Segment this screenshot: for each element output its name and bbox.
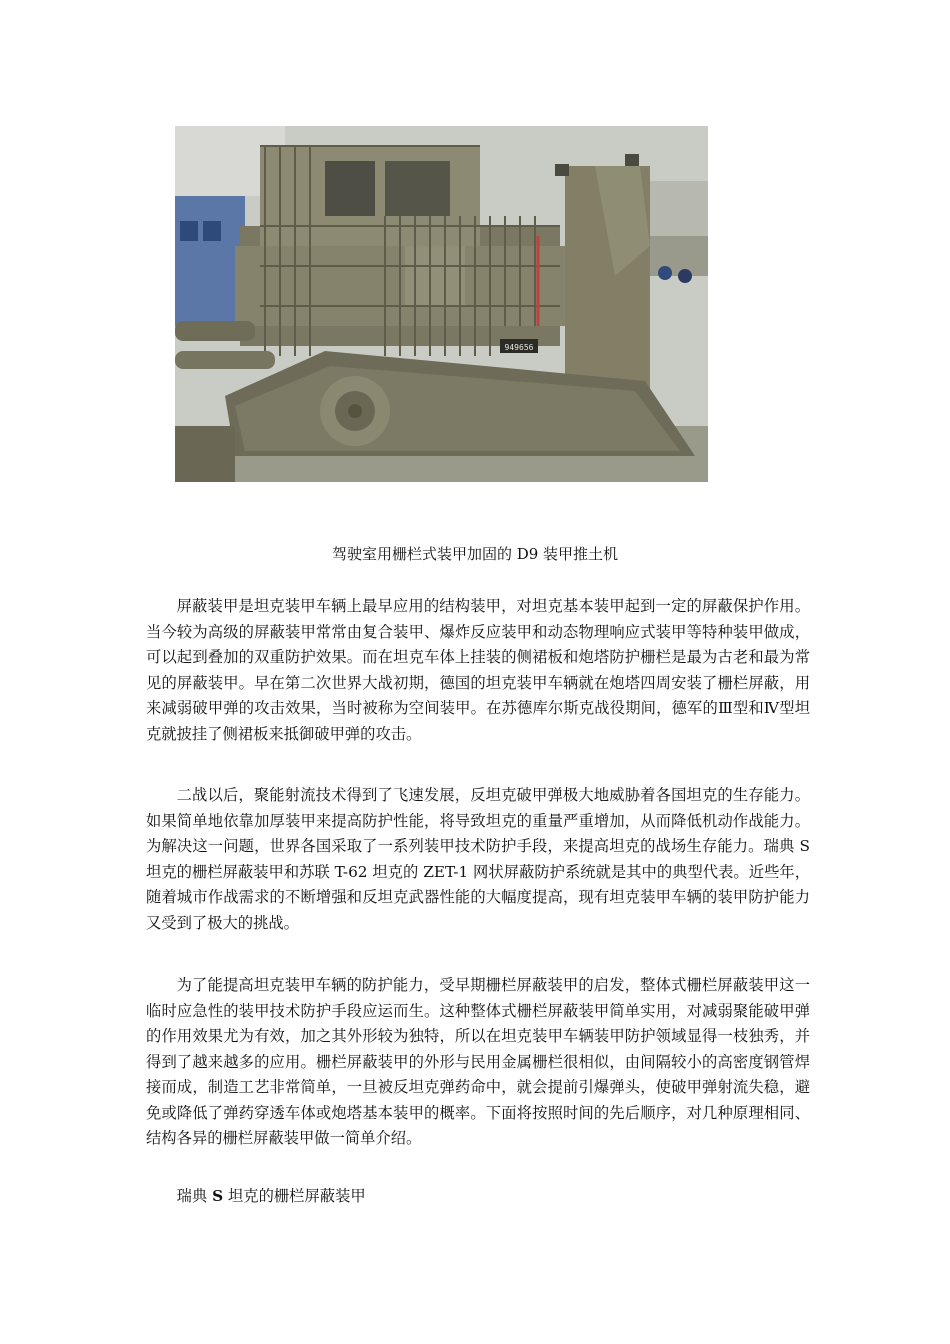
subheading-suffix: 坦克的栅栏屏蔽装甲 [223, 1187, 366, 1205]
paragraph-1: 屏蔽装甲是坦克装甲车辆上最早应用的结构装甲，对坦克基本装甲起到一定的屏蔽保护作用。当今较为高级的屏蔽装甲常常由复合装甲、爆炸反应装甲和动态物理响应式装甲等特种装甲做成，可以起到叠加的双重防护效果。而在坦克车体上挂装的侧裙板和炮塔防护栅栏是最为古老和最为常见的屏蔽装甲。早在第二次世界大战初期，德国的坦克装甲车辆就在炮塔四周安装了栅栏屏蔽，用来减弱破甲弹的攻击效果，当时被称为空间装甲。在苏德库尔斯克战役期间，德军的Ⅲ型和Ⅳ型坦克就披挂了侧裙板来抵御破甲弹的攻击。 [146, 597, 810, 743]
subheading-bold: S [212, 1187, 224, 1205]
paragraph-3: 为了能提高坦克装甲车辆的防护能力，受早期栅栏屏蔽装甲的启发，整体式栅栏屏蔽装甲这一临时应急性的装甲技术防护手段应运而生。这种整体式栅栏屏蔽装甲简单实用，对减弱聚能破甲弹的作用效果尤为有效，加之其外形较为独特，所以在坦克装甲车辆装甲防护领域显得一枝独秀，并得到了越来越多的应用。栅栏屏蔽装甲的外形与民用金属栅栏很相似，由间隔较小的高密度钢管焊接而成，制造工艺非常简单，一旦被反坦克弹药命中，就会提前引爆弹头，使破甲弹射流失稳，避免或降低了弹药穿透车体或炮塔基本装甲的概率。下面将按照时间的先后顺序，对几种原理相同、结构各异的栅栏屏蔽装甲做一简单介绍。 [146, 976, 810, 1147]
figure-caption: 驾驶室用栅栏式装甲加固的 D9 装甲推土机 [331, 545, 619, 563]
plate-number: 949656 [504, 343, 534, 352]
exhibit-building [175, 196, 245, 326]
section-subheading [146, 1184, 810, 1210]
paragraph-2: 二战以后，聚能射流技术得到了飞速发展，反坦克破甲弹极大地威胁着各国坦克的生存能力。如果简单地依靠加厚装甲来提高防护性能，将导致坦克的重量严重增加，从而降低机动作战能力。为解决这一问题，世界各国采取了一系列装甲技术防护手段，来提高坦克的战场生存能力。瑞典 S 坦克的栅栏屏蔽装甲和苏联 T-62 坦克的 ZET-1 网状屏蔽防护系统就是其中的典型代表。近些年，随着城市作战需求的不断增强和反坦克武器性能的大幅度提高，现有坦克装甲车辆的装甲防护能力又受到了极大的挑战。 [146, 786, 810, 932]
bulldozer-photo [175, 126, 708, 482]
bulldozer-illustration [175, 126, 708, 482]
subheading-prefix: 瑞典 [176, 1187, 213, 1205]
